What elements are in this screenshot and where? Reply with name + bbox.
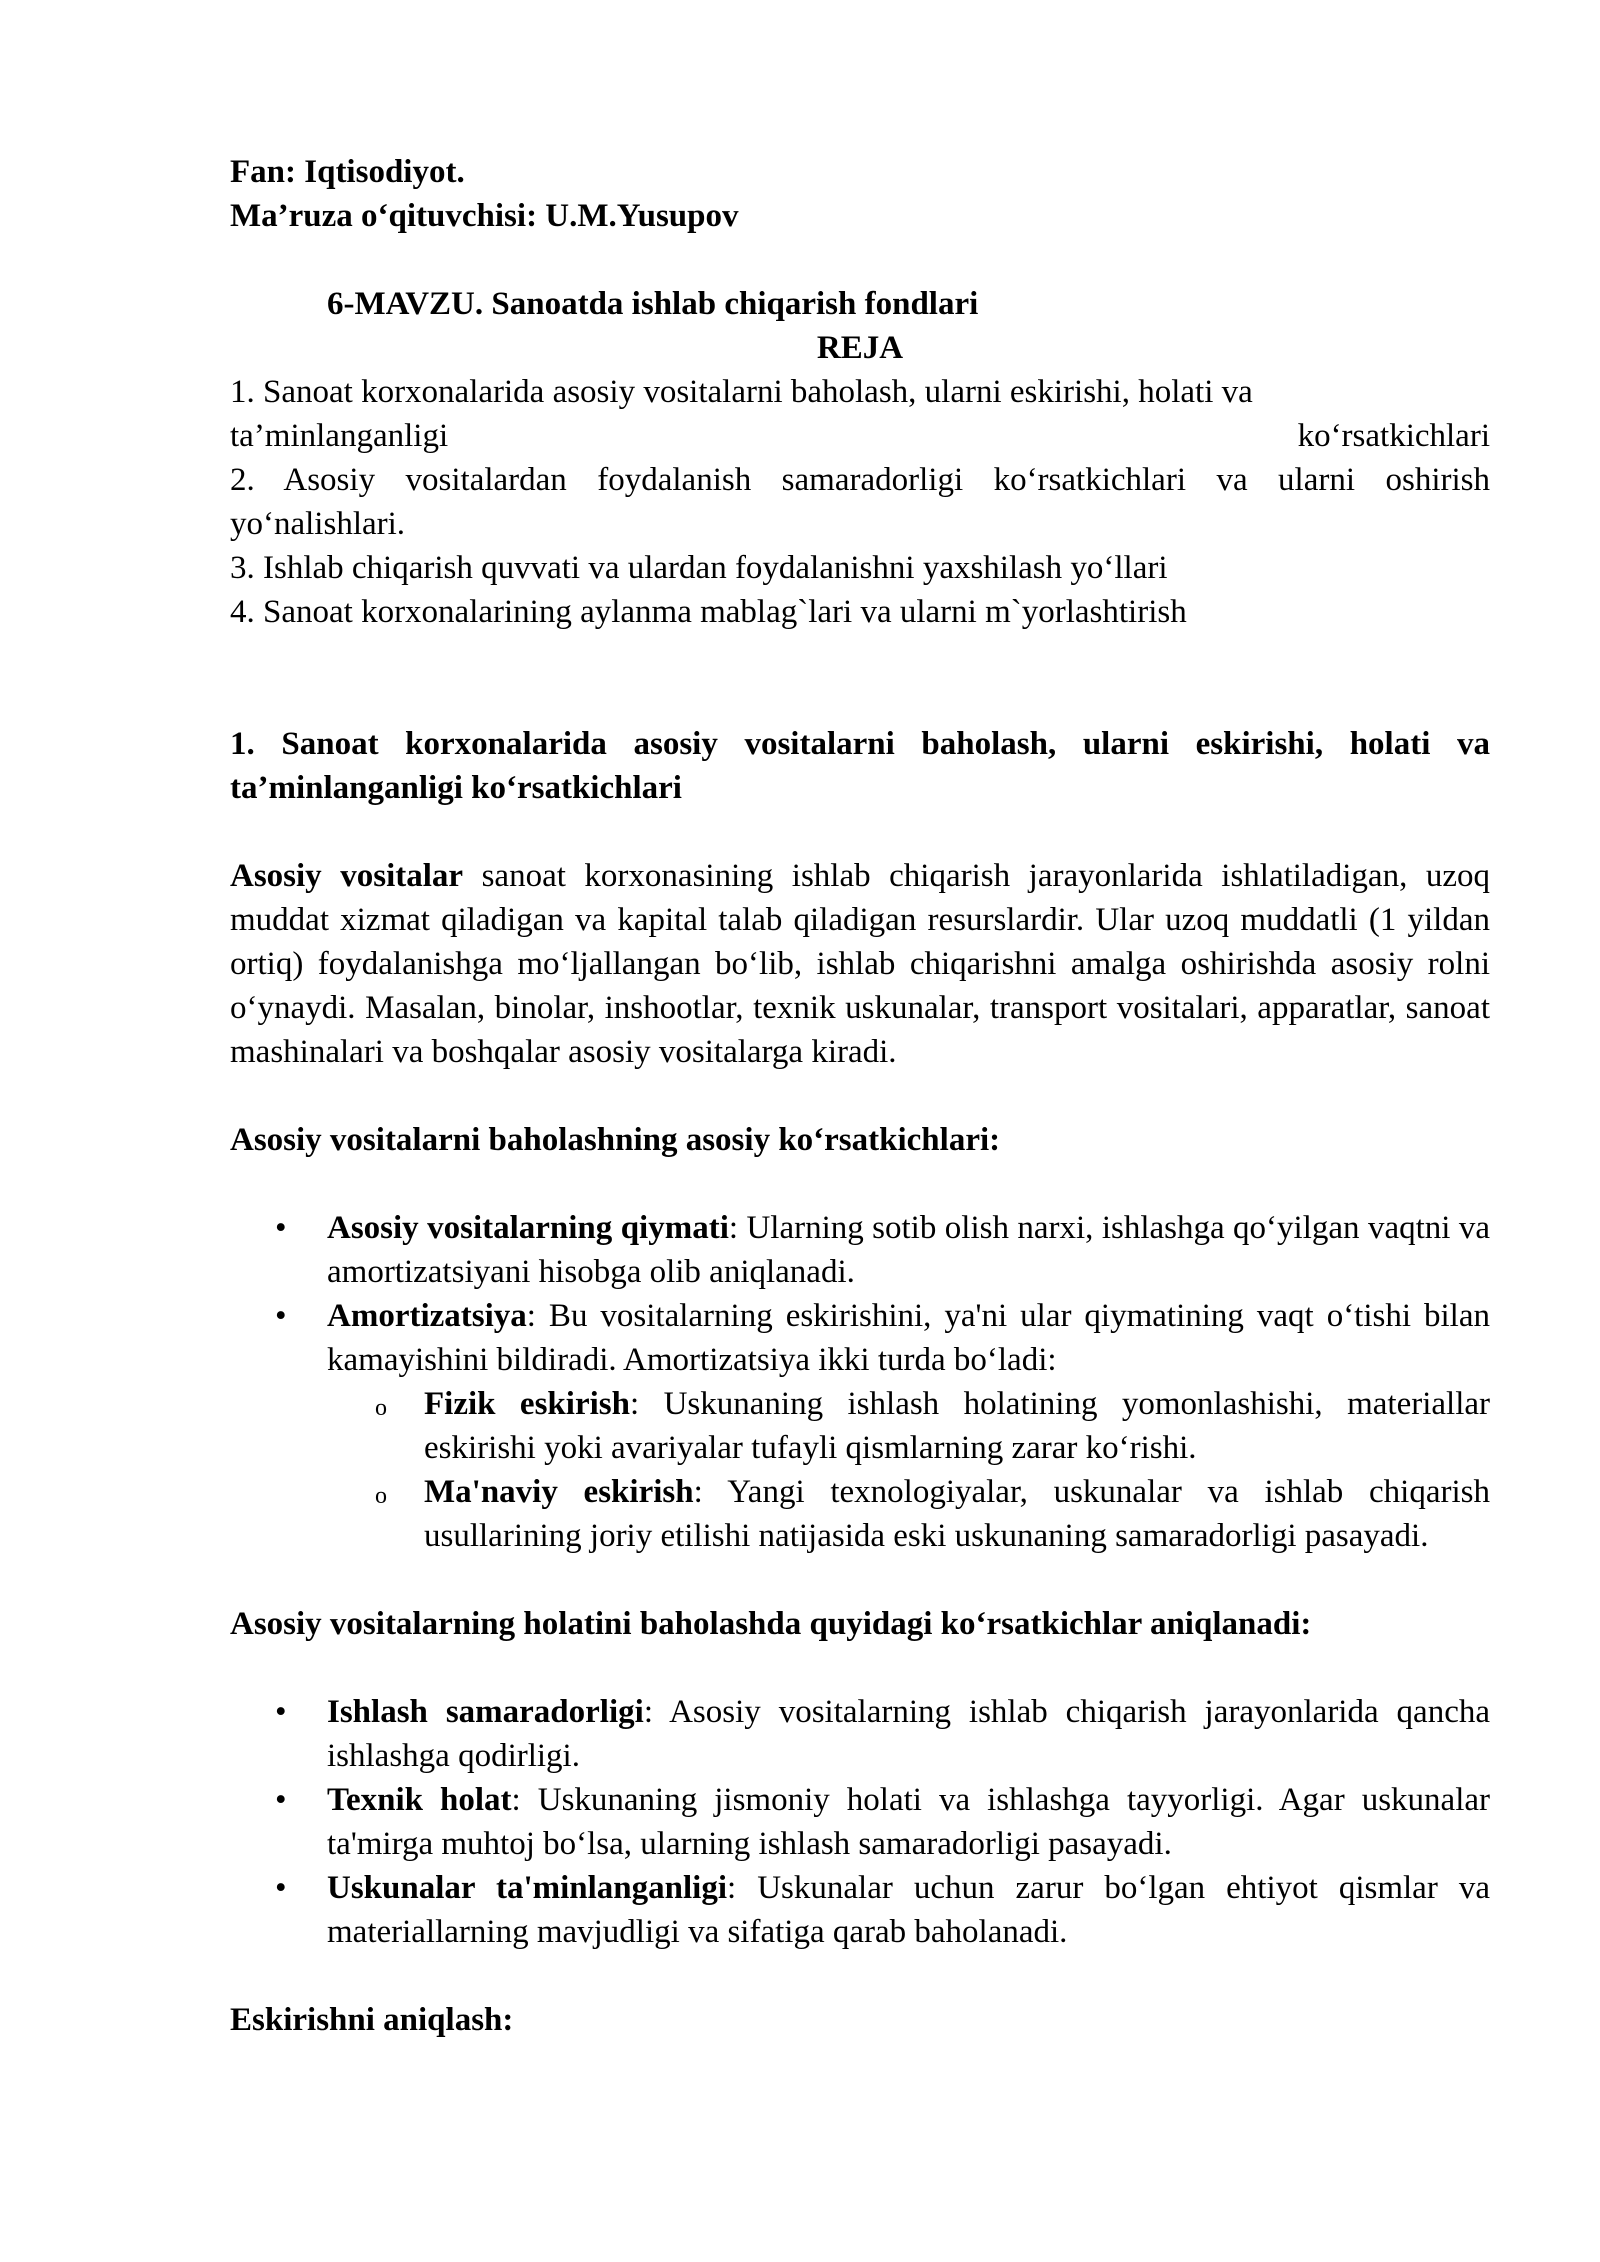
list-item-term: Texnik holat: [327, 1782, 512, 1818]
list-item: [230, 1866, 1490, 1954]
wear-heading: Eskirishni aniqlash:: [230, 2002, 514, 2038]
list-item-text: : Ularning sotib olish narxi, ishlashga qo‘yilgan vaqtni va amortizatsiyani hisobga olib aniqlanadi.: [327, 1210, 1490, 1290]
section-1-heading: 1. Sanoat korxonalarida asosiy vositalarni baholash, ularni eskirishi, holati va ta’minlanganligi ko‘rsatkichlari: [230, 726, 1490, 806]
list-item: [230, 1206, 1490, 1294]
sub-list-item: [327, 1382, 1490, 1470]
evaluation-list: [230, 1206, 1490, 1558]
list-item-term: Ishlash samaradorligi: [327, 1694, 644, 1730]
wear-types-list: [327, 1382, 1490, 1558]
sub-list-item: [327, 1470, 1490, 1558]
plan-list: [230, 370, 1490, 634]
list-item-text: : Uskunalar uchun zarur bo‘lgan ehtiyot qismlar va materiallarning mavjudligi va sifatiga qarab baholanadi.: [327, 1870, 1490, 1950]
sub-list-item-term: Ma'naviy eskirish: [424, 1474, 694, 1510]
list-item-term: Amortizatsiya: [327, 1298, 527, 1334]
plan-item-3: 3. Ishlab chiqarish quvvati va ulardan foydalanishni yaxshilash yo‘llari: [230, 550, 1168, 586]
document-page: [230, 150, 1490, 2042]
sub-list-item-text: : Uskunaning ishlash holatining yomonlashishi, materiallar eskirishi yoki avariyalar tufayli qismlarning zarar ko‘rishi.: [424, 1386, 1490, 1466]
subject-line: Fan: Iqtisodiyot.: [230, 154, 465, 190]
list-item-text: : Bu vositalarning eskirishini, ya'ni ular qiymatining vaqt o‘tishi bilan kamayishini bildiradi. Amortizatsiya ikki turda bo‘ladi:: [327, 1298, 1490, 1378]
list-item: [230, 1294, 1490, 1558]
intro-term: Asosiy vositalar: [230, 858, 464, 894]
plan-item-4: 4. Sanoat korxonalarining aylanma mablag`lari va ularni m`yorlashtirish: [230, 594, 1187, 630]
plan-item-2: 2. Asosiy vositalardan foydalanish samaradorligi ko‘rsatkichlari va ularni oshirish yo‘nalishlari.: [230, 462, 1490, 542]
evaluation-heading: Asosiy vositalarni baholashning asosiy ko‘rsatkichlari:: [230, 1122, 1001, 1158]
plan-item-1-line-1: 1. Sanoat korxonalarida asosiy vositalarni baholash, ularni eskirishi, holati va: [230, 374, 1253, 410]
intro-text: sanoat korxonasining ishlab chiqarish jarayonlarida ishlatiladigan, uzoq muddat xizmat qiladigan va kapital talab qiladigan resurslardir. Ular uzoq muddatli (1 yildan ortiq) foydalanishga mo‘ljallangan bo‘lib, ishlab chiqarishni amalga oshirishda asosiy rolni o‘ynaydi. Masalan, binolar, inshootlar, texnik uskunalar, transport vositalari, apparatlar, sanoat mashinalari va boshqalar asosiy vositalarga kiradi.: [230, 858, 1491, 1070]
state-list: [230, 1690, 1490, 1954]
list-item-term: Uskunalar ta'minlanganligi: [327, 1870, 728, 1906]
plan-item-1-text: ta’minlanganligi: [230, 418, 449, 454]
sub-list-item-text: : Yangi texnologiyalar, uskunalar va ishlab chiqarish usullarining joriy etilishi natijasida eski uskunaning samaradorligi pasayadi.: [424, 1474, 1490, 1554]
list-item: [230, 1690, 1490, 1778]
list-item-text: : Asosiy vositalarning ishlab chiqarish jarayonlarida qancha ishlashga qodirligi.: [327, 1694, 1490, 1774]
state-heading: Asosiy vositalarning holatini baholashda quyidagi ko‘rsatkichlar aniqlanadi:: [230, 1606, 1312, 1642]
list-item: [230, 1778, 1490, 1866]
plan-item-1-end: ko‘rsatkichlari: [1297, 418, 1490, 454]
plan-title: REJA: [816, 330, 904, 366]
topic-title: 6-MAVZU. Sanoatda ishlab chiqarish fondlari: [327, 286, 979, 322]
list-item-text: : Uskunaning jismoniy holati va ishlashga tayyorligi. Agar uskunalar ta'mirga muhtoj bo‘lsa, ularning ishlash samaradorligi pasayadi.: [327, 1782, 1491, 1862]
plan-item-1-line-2: [230, 414, 1490, 458]
lecturer-line: Ma’ruza o‘qituvchisi: U.M.Yusupov: [230, 198, 739, 234]
list-item-term: Asosiy vositalarning qiymati: [327, 1210, 729, 1246]
sub-list-item-term: Fizik eskirish: [424, 1386, 630, 1422]
intro-paragraph: [230, 854, 1490, 1074]
